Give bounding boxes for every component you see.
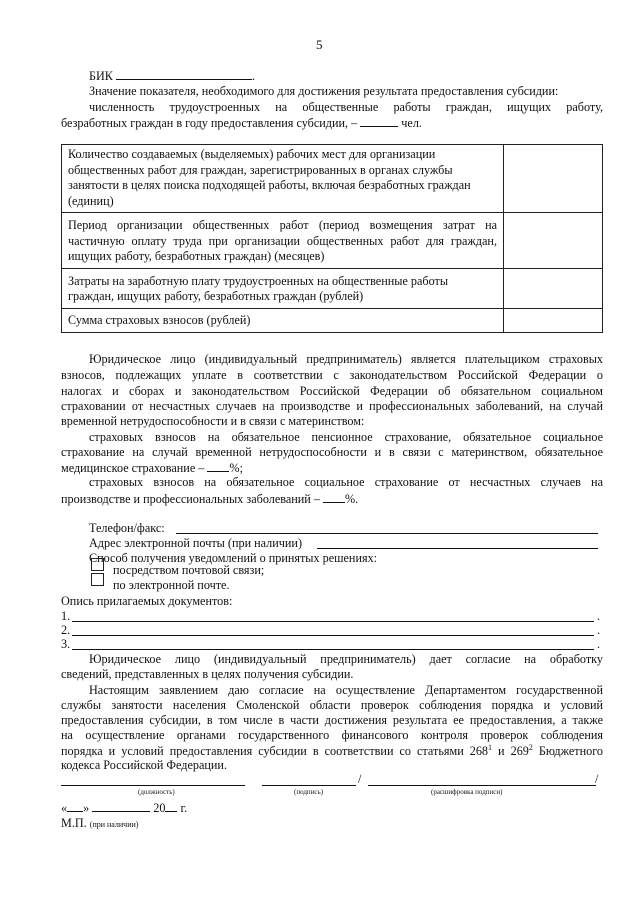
insurance2-line-2 (61, 491, 358, 507)
insurance1-line-3 (61, 460, 243, 476)
date-quote-close: » (83, 801, 90, 815)
cell-line: занятости в целях поиска подходящей работы, включая безработных граждан (68, 178, 471, 192)
payer-line-4: страховании от несчастных случаев на производстве и профессиональных заболеваний, на случай (61, 399, 603, 413)
employed-line-2 (61, 115, 422, 131)
table-cell-label (62, 308, 504, 332)
doc-item-end: . (597, 609, 601, 623)
signature-field[interactable] (262, 785, 356, 786)
notify-option-email: по электронной почте. (113, 578, 230, 592)
decode-field[interactable] (368, 785, 596, 786)
doc-item-number: 2. (61, 623, 71, 637)
indicators-table (61, 144, 603, 333)
stamp-row (61, 816, 138, 831)
consent2-line-2: службы занятости населения Смоленской области проверок соблюдения порядка и условий (61, 698, 603, 712)
table-cell-value[interactable] (504, 268, 603, 308)
payer-line-3: налогах и сборах и законодательством Российской Федерации об обязательном социальном (61, 384, 603, 398)
table-row (62, 308, 603, 332)
insurance1-text: медицинское страхование – (61, 461, 205, 475)
consent2-text: Бюджетного (532, 744, 603, 759)
consent2-text: и 269 (492, 744, 529, 759)
employed-line-2-text: безработных граждан в году предоставления субсидии, – (61, 116, 358, 130)
date-quote-open: « (61, 801, 68, 815)
article-superscript: 2 (528, 743, 533, 752)
stamp-note: (при наличии) (89, 820, 139, 829)
checkbox-post[interactable] (91, 558, 104, 571)
payer-line-2: взносов, подлежащих уплате в соответствии с законодательством Российской Федерации о (61, 368, 603, 382)
bik-label: БИК (89, 69, 113, 83)
notify-option-post: посредством почтовой связи; (113, 563, 265, 577)
doc-item-end: . (597, 637, 601, 651)
table-row (62, 268, 603, 308)
consent1-line-1: Юридическое лицо (индивидуальный предприниматель) дает согласие на обработку (89, 652, 603, 666)
doc-item-field[interactable] (72, 649, 594, 650)
consent2-line-4: на осуществление органами государственного финансового контроля проверок соблюдения (61, 728, 603, 742)
bik-field[interactable] (116, 68, 252, 80)
cell-line: Затраты на заработную плату трудоустроенных на общественные работы (68, 273, 449, 288)
table-cell-value[interactable] (504, 213, 603, 269)
table-cell-label (62, 268, 504, 308)
date-row (61, 800, 187, 816)
medical-rate-field[interactable] (207, 460, 229, 472)
cell-line: ищущих работу, безработных граждан) (месяцев) (68, 249, 325, 263)
cell-line: граждан, ищущих работу, безработных граждан (рублей) (68, 289, 364, 303)
table-row (62, 213, 603, 269)
cell-line: Период организации общественных работ (период возмещения затрат на (68, 218, 497, 232)
decode-caption: (расшифровка подписи) (431, 788, 503, 796)
cell-line: Количество создаваемых (выделяемых) рабочих мест для организации (68, 147, 436, 161)
doc-item-end: . (597, 623, 601, 637)
docs-label: Опись прилагаемых документов: (61, 594, 233, 608)
cell-line: частичную оплату труда при организации общественных работ для граждан, (68, 233, 497, 248)
table-cell-value[interactable] (504, 145, 603, 213)
doc-item-field[interactable] (72, 621, 594, 622)
employed-count-field[interactable] (360, 115, 398, 127)
table-row (62, 145, 603, 213)
insurance1-line-2: страхование на случай временной нетрудоспособности и в связи с материнством, обязательное (61, 445, 603, 459)
insurance1-line-1: страховых взносов на обязательное пенсионное страхование, обязательное социальное (89, 430, 603, 444)
insurance2-percent: %. (345, 492, 359, 506)
employed-line-1: численность трудоустроенных на общественные работы граждан, ищущих работу, (89, 100, 603, 114)
phone-field[interactable] (176, 533, 598, 534)
consent2-line-6: кодекса Российской Федерации. (61, 758, 227, 772)
phone-label: Телефон/факс: (89, 521, 165, 535)
cell-line: общественных работ для граждан, зарегистрированных в органах службы (68, 162, 453, 177)
checkbox-email[interactable] (91, 573, 104, 586)
page-number: 5 (316, 37, 323, 52)
position-caption: (должность) (138, 788, 175, 796)
sign-caption: (подпись) (294, 788, 324, 796)
insurance2-line-1: страховых взносов на обязательное социальное страхование от несчастных случаев на (89, 475, 603, 489)
date-month-field[interactable] (92, 800, 150, 812)
payer-line-5: временной нетрудоспособности и в связи с материнством: (61, 414, 365, 428)
stamp-label: М.П. (61, 816, 87, 830)
date-year-suffix: г. (180, 801, 188, 815)
insurance1-percent: %; (229, 461, 243, 475)
date-year-field[interactable] (165, 800, 177, 812)
article-superscript: 1 (488, 743, 493, 752)
consent2-text: порядка и условий предоставления субсидии в соответствии со статьями 268 (61, 744, 489, 759)
accident-rate-field[interactable] (323, 491, 345, 503)
doc-item-number: 3. (61, 637, 71, 651)
date-year-prefix: 20 (153, 801, 166, 815)
employed-unit: чел. (401, 116, 422, 130)
email-field[interactable] (317, 548, 598, 549)
doc-item-field[interactable] (72, 635, 594, 636)
table-cell-value[interactable] (504, 308, 603, 332)
position-field[interactable] (61, 785, 245, 786)
consent2-line-5 (61, 743, 603, 759)
consent1-line-2: сведений, представленных в целях получения субсидии. (61, 667, 354, 681)
table-cell-label (62, 213, 504, 269)
notify-label: Способ получения уведомлений о принятых решениях: (89, 551, 378, 565)
insurance2-text: производстве и профессиональных заболеваний – (61, 492, 320, 506)
signature-slash-end: / (595, 772, 599, 786)
bik-dot: . (251, 69, 256, 83)
indicator-intro: Значение показателя, необходимого для достижения результата предоставления субсидии: (89, 84, 559, 98)
cell-line: Сумма страховых взносов (рублей) (68, 312, 251, 327)
email-label: Адрес электронной почты (при наличии) (89, 536, 303, 550)
payer-line-1: Юридическое лицо (индивидуальный предприниматель) является плательщиком страховых (89, 352, 603, 366)
doc-item-number: 1. (61, 609, 71, 623)
bik-row (89, 68, 255, 84)
table-cell-label (62, 145, 504, 213)
signature-slash: / (358, 772, 362, 786)
date-day-field[interactable] (67, 800, 83, 812)
consent2-line-3: предоставления субсидии, в том числе в части достижения результата ее предоставления, а также (61, 713, 603, 727)
cell-line: (единиц) (68, 193, 114, 208)
consent2-line-1: Настоящим заявлением даю согласие на осуществление Департаментом государственной (89, 683, 603, 697)
